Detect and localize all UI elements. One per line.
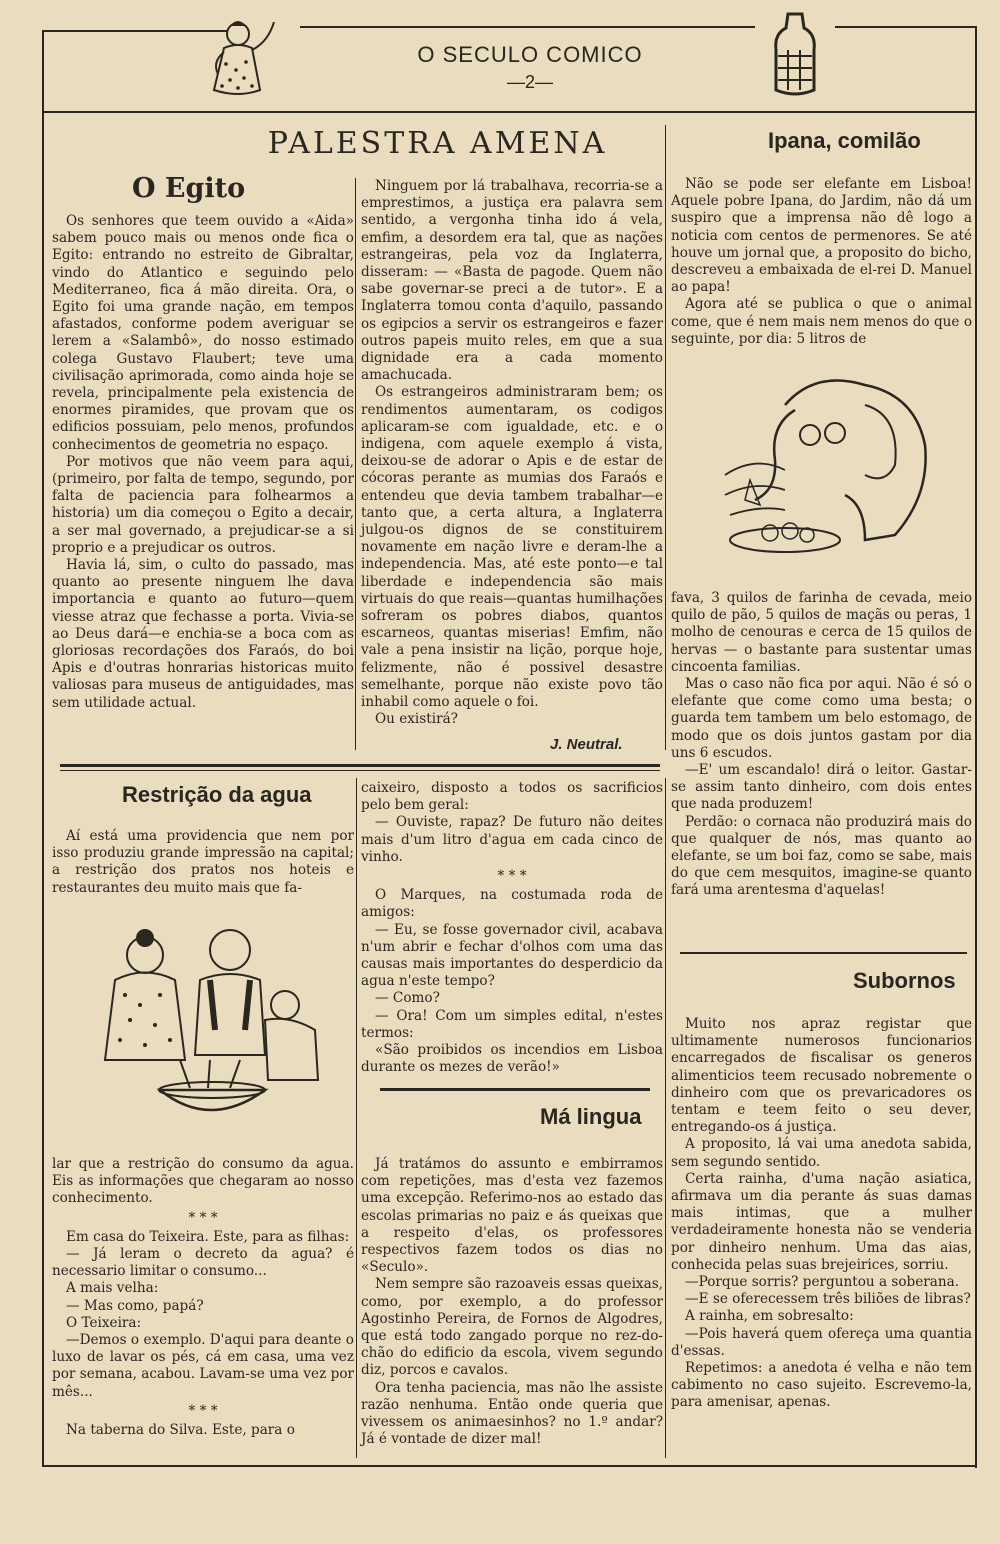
paragraph: O Marques, na costumada roda de amigos: (361, 887, 663, 921)
restricao-separator (380, 1088, 650, 1091)
ipana-separator (680, 952, 967, 954)
masthead-title: O SECULO COMICO (417, 42, 643, 67)
egito-column-2 (361, 178, 663, 729)
asterism: * * * (188, 1209, 218, 1226)
paragraph: Certa rainha, d'uma nação asiatica, afirmava um dia perante ás suas damas mais intimas, que a mulher verdadeiramente honesta não se venderia por dinheiro nenhum. Uma das aias, conhecida pelas suas brejeirices, sorriu. (671, 1170, 972, 1273)
paragraph: — Ora! Com um simples edital, n'estes termos: (361, 1007, 663, 1041)
section-separator-thin (60, 770, 660, 771)
subornos-title: Subornos (853, 968, 956, 993)
column-rule-malingua (665, 778, 666, 1458)
paragraph: —Porque sorris? perguntou a soberana. (685, 1274, 960, 1291)
paragraph: — Ouviste, rapaz? De futuro não deites mais d'um litro d'agua em cada cinco de vinho. (361, 814, 663, 865)
paragraph: Por motivos que não veem para aqui, (primeiro, por falta de tempo, segundo, por falta de paciencia para folhearmos a historia) um dia começou o Egito a decair, a ser mal governado, a prejudicar-se a si proprio e a prejudicar os outros. (52, 453, 354, 556)
paragraph: —Demos o exemplo. D'aqui para deante o luxo de lavar os pés, cá em casa, uma vez por semana, acabou. Lavam-se uma vez por mês... (52, 1332, 354, 1400)
restricao-title: Restrição da agua (122, 782, 312, 807)
paragraph: A proposito, lá vai uma anedota sabida, sem segundo sentido. (671, 1136, 972, 1170)
paragraph: «São proibidos os incendios em Lisboa durante os mezes de verão!» (361, 1042, 663, 1076)
paragraph: Aí está uma providencia que nem por isso produziu grande impressão na capital; a restrição dos pratos nos hoteis e restaurantes deu muito mais que fa- (52, 828, 354, 896)
section-heading: PALESTRA AMENA (267, 126, 608, 161)
paragraph: lar que a restrição do consumo da agua. Eis as informações que chegaram ao nosso conhecimento. (52, 1156, 354, 1207)
column-rule-egito (355, 178, 356, 750)
paragraph: Os estrangeiros administraram bem; os rendimentos aumentaram, os codigos aplicaram-se com igualdade, etc. e o indigena, com aquele exemplo á vista, deixou-se de adorar o Apis e de estar de cócoras perante as mumias dos Faraós e entendeu que devia tambem trabalhar—e tanto que, a certa altura, a Inglaterra julgou-os dignos de se constituirem novamente em nação livre e deram-lhe a independencia. Mas, até este ponto—e tal liberdade e independencia são mais virtuais do que reais—quantas humilhações sofreram os pobres diabos, quantos escarneos, quantas miserias! Emfim, não vale a pena insistir na lição, porque hoje, felizmente, não é possivel desastre semelhante, porque não existe povo tão inhabil como aquele o foi. (361, 384, 663, 711)
paragraph: Repetimos: a anedota é velha e não tem cabimento no caso sujeito. Escrevemo-la, para amenisar, apenas. (671, 1360, 972, 1411)
paragraph: caixeiro, disposto a todos os sacrificios pelo bem geral: (361, 780, 663, 814)
column-rule-restricao (356, 778, 357, 1458)
paragraph: Mas o caso não fica por aqui. Não é só o elefante que come como uma besta; o guarda tem tambem um belo estomago, de modo que os dois juntos gastam por dia uns 6 escudos. (671, 676, 972, 761)
family-washing-illustration (90, 920, 330, 1130)
paragraph: Já tratámos do assunto e embirramos com repetições, mas d'esta vez fazemos uma excepção. Referimo-nos ao estado das escolas primarias no paiz e ás queixas que a respeito d'elas, os professores respectivos fazem todos os dias no «Seculo». (361, 1156, 663, 1276)
paragraph: A mais velha: (66, 1280, 159, 1297)
paragraph: fava, 3 quilos de farinha de cevada, meio quilo de pão, 5 quilos de maçãs ou peras, 1 molho de cenouras e cerca de 15 quilos de hervas — o bastante para sustentar umas cincoenta familias. (671, 590, 972, 675)
paragraph: — Mas como, papá? (66, 1297, 204, 1314)
paragraph: Ou existirá? (375, 711, 458, 728)
paragraph: Ora tenha paciencia, mas não lhe assiste razão nenhuma. Então onde queria que vivessem os animaesinhos? no 1.º andar? Já é vontade de dizer mal! (361, 1379, 663, 1448)
subornos-column (671, 1016, 972, 1412)
masthead-bottle-illustration (770, 10, 820, 100)
masthead-woman-illustration (200, 12, 285, 102)
ipana-column-top (671, 176, 972, 348)
asterism: * * * (188, 1402, 218, 1419)
page-bottom-rule (42, 1465, 977, 1467)
restricao-column-1-bottom (52, 1156, 354, 1439)
paragraph: Agora até se publica o que o animal come, que é nem mais nem menos do que o seguinte, por dia: 5 litros de (671, 296, 972, 347)
paragraph: Muito nos apraz registar que ultimamente numerosos funcionarios encarregados de fiscalisar os generos alimenticios teem recusado nobremente o dinheiro com que os prevaricadores os tentam e teem feito o seu dever, entregando-os á justiça. (671, 1016, 972, 1136)
top-rule-right (835, 26, 977, 28)
paragraph: Perdão: o cornaca não produzirá mais do que qualquer de nós, mas quanto ao elefante, se um boi faz, como se sabe, mais do que cem mesquitos, imagine-se quanto fará uma arentesma d'aquelas! (671, 813, 972, 899)
frame-left-rule (42, 30, 44, 1466)
column-rule-ipana (665, 125, 666, 750)
frame-right-rule (975, 28, 977, 1468)
paragraph: Em casa do Teixeira. Este, para as filhas: (66, 1228, 350, 1245)
paragraph: — Eu, se fosse governador civil, acabava n'um abrir e fechar d'olhos com uma das causas mais importantes do desperdicio da agua n'este tempo? (361, 921, 663, 990)
paragraph: Ninguem por lá trabalhava, recorria-se a emprestimos, a justiça era palavra sem sentido, a vergonha tinha ido á vela, emfim, a desordem era tal, que as nações estrangeiras, pela voz da Inglaterra, disseram: — «Basta de pagode. Quem não sabe governar-se preci a de tutor». E a Inglaterra tomou conta d'aquilo, passando os egipcios a servir os estrangeiros e fazer outros papeis muito reles, em que a sua dignidade era a cada momento amachucada. (361, 178, 663, 384)
paragraph: —Pois haverá quem ofereça uma quantia d'essas. (671, 1325, 972, 1359)
paragraph: O Teixeira: (66, 1314, 142, 1331)
paragraph: Na taberna do Silva. Este, para o (66, 1422, 295, 1439)
paragraph: A rainha, em sobresalto: (685, 1308, 854, 1325)
egito-column-1 (52, 213, 354, 712)
asterism: * * * (497, 868, 527, 885)
paragraph: Havia lá, sim, o culto do passado, mas quanto ao presente ninguem lhe dava importancia e quanto ao futuro—quem viesse atraz que fechasse a porta. Vivia-se ao Deus dará—e enchia-se a boca com as gloriosas recordações dos Faraós, do boi Apis e d'outras honrarias historicas muito valiosas para museus de antiguidades, mas sem utilidade actual. (52, 557, 354, 711)
ma-lingua-column (361, 1156, 663, 1448)
paragraph: —E' um escandalo! dirá o leitor. Gastar-se assim tanto dinheiro, com dois entes que nada produzem! (671, 762, 972, 813)
ipana-column-bottom (671, 590, 972, 900)
restricao-column-2 (361, 780, 663, 1076)
author-signature: J. Neutral. (550, 736, 623, 753)
ipana-title: Ipana, comilão (768, 128, 921, 153)
paragraph: Os senhores que teem ouvido a «Aida» sabem pouco mais ou menos onde fica o Egito: entrando no estreito de Gibraltar, vindo do Atlantico e seguindo pelo Mediterraneo, fica á mão direita. Ora, o Egito foi uma grande nação, em tempos afastados, conforme podem averiguar se lerem a «Salambô», do nosso estimado colega Gustavo Flaubert; teve uma civilisação aprimorada, como ainda hoje se revela, principalmente pela existencia de enormes piramides, que provam que os edificios possuiam, pelo menos, profundos conhecimentos de geometria no espaço. (52, 213, 354, 453)
page-number: —2— (506, 72, 553, 92)
paragraph: Não se pode ser elefante em Lisboa! Aquele pobre Ipana, do Jardim, não dá um suspiro que a imprensa não dê logo a noticia com centos de permenores. Se até houve um jornal que, a proposito do bicho, descreveu a embaixada de el-rei D. Manuel ao papa! (671, 176, 972, 296)
egito-title: O Egito (132, 173, 246, 204)
paragraph: — Como? (375, 990, 440, 1007)
ma-lingua-title: Má lingua (540, 1104, 642, 1129)
section-separator (60, 764, 660, 767)
paragraph: Nem sempre são razoaveis essas queixas, como, por exemplo, a do professor Agostinho Pereira, de Fornos de Algodres, que está todo zangado porque no rez-do-chão do edificio da escola, vivem segundo diz, porcos e cavalos. (361, 1276, 663, 1379)
elephant-illustration (715, 365, 935, 565)
paragraph: —E se oferecessem três biliões de libras? (685, 1291, 971, 1308)
paragraph: — Já leram o decreto da agua? é necessario limitar o consumo... (52, 1246, 354, 1280)
restricao-column-1-top (52, 828, 354, 897)
masthead-bottom-rule (42, 111, 977, 113)
top-rule-center (300, 26, 755, 28)
